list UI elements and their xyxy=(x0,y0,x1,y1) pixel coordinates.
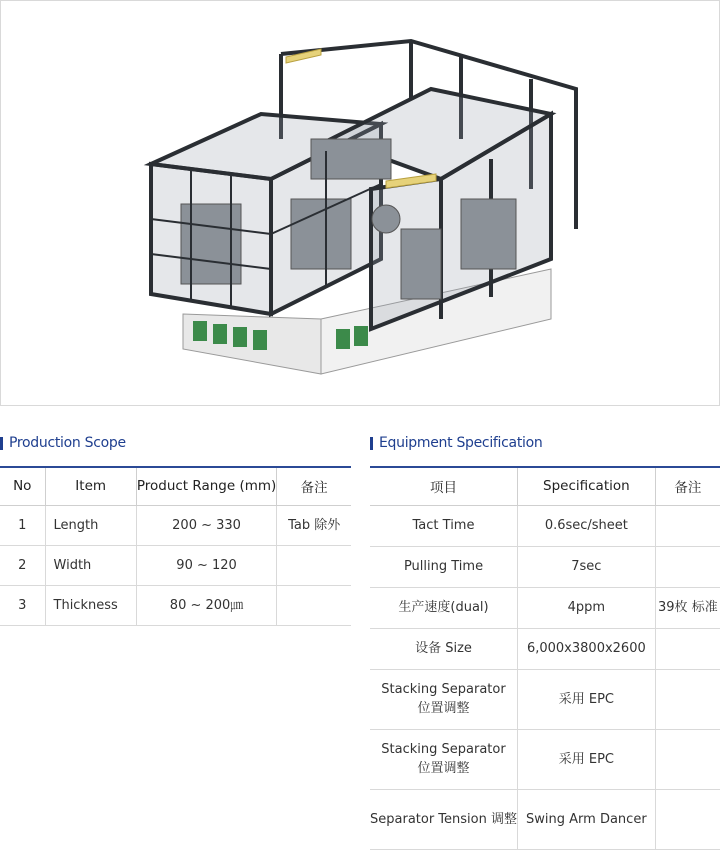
production-scope-title: Production Scope xyxy=(0,435,126,451)
row-item xyxy=(370,546,518,587)
row-item xyxy=(370,505,518,546)
row-item-line: Stacking Separator xyxy=(381,682,506,697)
row-spec: 4ppm xyxy=(518,587,656,628)
column-header-range: Product Range (mm) xyxy=(136,467,276,505)
column-header-note: 备注 xyxy=(655,467,720,505)
row-note xyxy=(277,545,351,585)
table-row xyxy=(370,789,720,849)
table-row xyxy=(0,585,351,625)
row-note xyxy=(277,585,351,625)
stacking-machine-illustration xyxy=(131,29,591,379)
table-header-row xyxy=(370,467,720,505)
row-item: Thickness xyxy=(45,585,136,625)
row-item-line: 生产速度(dual) xyxy=(398,600,489,615)
row-note xyxy=(655,669,720,729)
row-range: 200 ~ 330 xyxy=(136,505,276,545)
table-row xyxy=(0,545,351,585)
column-header-spec: Specification xyxy=(518,467,656,505)
row-item xyxy=(370,628,518,669)
row-item xyxy=(370,729,518,789)
row-spec: Swing Arm Dancer xyxy=(518,789,656,849)
row-item-line: 位置调整 xyxy=(417,761,470,776)
row-note xyxy=(655,789,720,849)
table-row xyxy=(370,587,720,628)
row-note xyxy=(655,546,720,587)
row-item-line: Separator Tension 调整 xyxy=(370,811,517,827)
row-number: 2 xyxy=(0,545,45,585)
row-note xyxy=(655,628,720,669)
equipment-spec-title: Equipment Specification xyxy=(370,435,542,451)
row-item xyxy=(370,789,518,849)
row-note: 39枚 标准 xyxy=(655,587,720,628)
row-item: Length xyxy=(45,505,136,545)
table-row xyxy=(370,546,720,587)
table-row xyxy=(370,505,720,546)
row-number: 3 xyxy=(0,585,45,625)
column-header-item: 项目 xyxy=(370,467,518,505)
row-item xyxy=(370,587,518,628)
column-header-note: 备注 xyxy=(277,467,351,505)
row-range: 90 ~ 120 xyxy=(136,545,276,585)
row-item-line: 位置调整 xyxy=(417,701,470,716)
column-header-no: No xyxy=(0,467,45,505)
production-scope-table xyxy=(0,466,351,626)
table-row xyxy=(370,628,720,669)
row-number: 1 xyxy=(0,505,45,545)
row-note xyxy=(655,505,720,546)
row-item-line: Pulling Time xyxy=(403,559,484,574)
equipment-spec-table xyxy=(370,466,720,850)
row-note xyxy=(655,729,720,789)
row-note: Tab 除外 xyxy=(277,505,351,545)
row-spec: 采用 EPC xyxy=(518,669,656,729)
row-item: Width xyxy=(45,545,136,585)
row-spec: 6,000x3800x2600 xyxy=(518,628,656,669)
table-row xyxy=(370,729,720,789)
column-header-item: Item xyxy=(45,467,136,505)
row-item-line: 设备 Size xyxy=(415,641,472,656)
row-item-line: Stacking Separator xyxy=(381,742,506,757)
row-spec: 采用 EPC xyxy=(518,729,656,789)
row-spec: 7sec xyxy=(518,546,656,587)
row-range: 80 ~ 200㎛ xyxy=(136,585,276,625)
row-item xyxy=(370,669,518,729)
table-row xyxy=(370,669,720,729)
row-item-line: Tact Time xyxy=(412,518,475,533)
machine-image-frame xyxy=(0,0,720,406)
row-spec: 0.6sec/sheet xyxy=(518,505,656,546)
table-row xyxy=(0,505,351,545)
table-header-row xyxy=(0,467,351,505)
